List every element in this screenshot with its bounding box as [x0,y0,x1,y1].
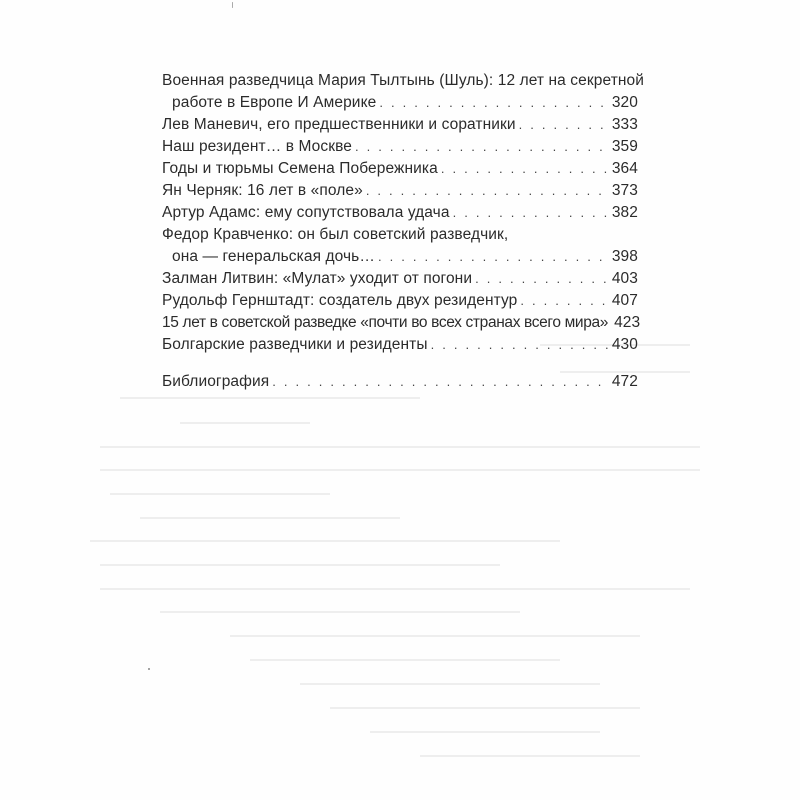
toc-entry [162,290,638,312]
toc-entry-title: Артур Адамс: ему сопутствовала удача [162,204,450,221]
toc-page-number: 359 [611,138,638,155]
toc-entry-title: Военная разведчица Мария Тылтынь (Шуль): 12 лет на секретной [162,72,645,89]
toc-entry-title: Федор Кравченко: он был советский разведчик, [162,226,509,243]
toc-entry-bibliography [162,371,638,393]
toc-page-number: 430 [611,336,638,353]
toc-entry-title: 15 лет в советской разведке «почти во всех странах всего мира» [162,314,609,331]
toc-entry [162,268,638,290]
toc-entry-title: Годы и тюрьмы Семена Побережника [162,160,438,177]
leader-dots [453,202,609,224]
toc-entry [162,202,638,224]
toc-entry [162,312,641,334]
paper-speck [148,668,150,670]
toc-entry-title: Лев Маневич, его предшественники и соратники [162,116,516,133]
toc-entry [162,158,638,180]
toc-entry-title-continued: работе в Европе И Америке [172,94,377,111]
toc-page-number: 407 [611,292,638,309]
leader-dots [366,180,609,202]
leader-dots [355,136,609,158]
toc-page-number: 472 [611,373,638,390]
toc-entry [162,70,645,114]
toc-page-number: 333 [611,116,638,133]
toc-entry-title: Наш резидент… в Москве [162,138,353,155]
toc-page-number: 398 [611,248,638,265]
toc-entry-title: Рудольф Гернштадт: создатель двух резидентур [162,292,518,309]
leader-dots [441,158,609,180]
toc-page-number: 320 [611,94,638,111]
toc-entry [162,334,638,356]
leader-dots [272,371,609,393]
leader-dots [519,114,609,136]
leader-dots [475,268,609,290]
toc-page-number: 364 [611,160,638,177]
leader-dots [431,334,609,356]
toc-entry-title: Болгарские разведчики и резиденты [162,336,428,353]
toc-entry-title: Библиография [162,373,270,390]
toc-entry [162,114,638,136]
leader-dots [378,246,609,268]
toc-page-number: 373 [611,182,638,199]
toc-entry-title-continued: она — генеральская дочь… [172,248,375,265]
toc-entry-title: Ян Черняк: 16 лет в «поле» [162,182,363,199]
toc-page-number: 423 [614,314,641,331]
toc-entry [162,224,638,268]
toc-entry-title: Залман Литвин: «Мулат» уходит от погони [162,270,473,287]
toc-page-number: 382 [611,204,638,221]
leader-dots [379,92,608,114]
leader-dots [520,290,608,312]
toc-entry [162,136,638,158]
table-of-contents [162,70,645,393]
toc-entry [162,180,638,202]
paper-speck [232,2,233,8]
toc-page-number: 403 [611,270,638,287]
